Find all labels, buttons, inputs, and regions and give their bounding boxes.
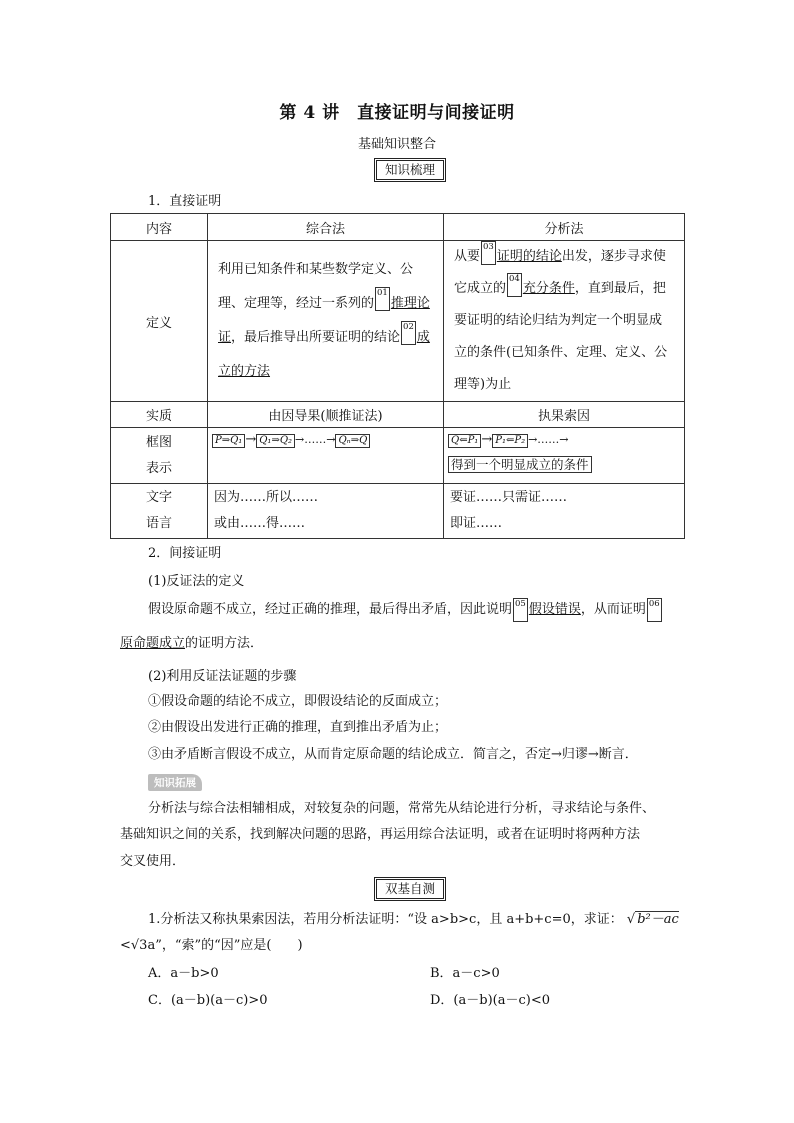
def-text-2: ，从而证明 [580,602,646,617]
answer-fill-06: 原命题成立 [120,636,186,651]
flow-dots: →……→ [528,433,569,446]
answer-fill-03: 证明的结论 [496,249,562,264]
definition-label: 定义 [111,241,208,402]
section-direct-proof: 1．直接证明 [148,194,222,209]
language-synthesis [208,484,444,539]
syn-text-1: 利用已知条件和某些数学定义、公理、定理等，经过一系列的 [218,262,414,311]
header-content: 内容 [111,214,208,241]
definition-analysis [444,241,685,402]
subheading-steps: (2)利用反证法证题的步骤 [148,669,297,684]
header-analysis: 分析法 [444,214,685,241]
section-subtitle: 基础知识整合 [357,137,436,152]
knowledge-summary-box: 知识梳理 [376,160,444,180]
flow-step: Q₁⇒Q₂ [256,434,295,448]
sqrt-sign: √ [626,912,636,927]
syn-lang-2: 或由……得…… [214,516,306,531]
answer-fill-05: 假设错误 [528,602,581,617]
ana-text-3: ，直到最后，把要证明的结论归结为判定一个明显成立的条件(已知条件、定理、定义、公理等)为止 [454,281,668,392]
expand-line-3: 交叉使用． [120,854,186,869]
syn-text-2: ，最后推导出所要证明的结论 [231,330,401,345]
contradiction-def-line2 [120,632,263,651]
header-synthesis: 综合法 [208,214,444,241]
answer-number-02: 02 [401,321,416,345]
flowchart-label-line1: 框图 [145,434,172,450]
self-test-box: 双基自测 [376,879,444,899]
table-header-row [111,214,685,241]
language-label [111,484,208,539]
language-analysis [444,484,685,539]
definition-synthesis [208,241,444,402]
expand-tag-label: 知识拓展 [148,774,202,791]
answer-fill-02: 成立的方法 [218,330,430,379]
flowchart-analysis: Q⇐P₁ → P₁⇐P₂ →……→ 得到一个明显成立的条件 [444,428,685,484]
flow-step: P⇒Q₁ [212,434,245,448]
step-2: ②由假设出发进行正确的推理，直到推出矛盾为止； [148,720,448,735]
flow-step: Q⇐P₁ [448,434,481,448]
answer-number-06: 06 [647,598,662,622]
flow-step: P₁⇐P₂ [492,434,528,448]
ana-text-2: 出发，逐步寻求使它成立的 [454,249,666,296]
essence-synthesis: 由因导果(顺推证法) [208,402,444,428]
option-c[interactable]: C．(a－b)(a－c)>0 [148,993,268,1008]
row-definition [111,241,685,402]
language-label-line2: 语言 [145,516,172,531]
flow-step: Qₙ⇒Q [335,434,370,448]
syn-lang-1: 因为……所以…… [214,490,319,505]
q1-text-1: 1.分析法又称执果索因法，若用分析法证明：“设 a>b>c，且 a+b+c=0，求证： [148,912,623,927]
answer-number-01: 01 [375,287,390,311]
option-d[interactable]: D．(a－b)(a－c)<0 [430,993,550,1008]
row-essence [111,402,685,428]
flowchart-label [111,428,208,484]
question-1-line2: <√3a”，“索”的“因”应是( ) [120,938,303,953]
q1-sqrt-expression: b²－ac [637,912,679,927]
subheading-contradiction-def: (1)反证法的定义 [148,574,245,589]
section-indirect-proof: 2．间接证明 [148,546,222,561]
essence-label: 实质 [111,402,208,428]
answer-number-04: 04 [507,273,522,297]
answer-fill-04: 充分条件 [522,281,575,296]
knowledge-expand-tag [148,771,202,791]
expand-line-2: 基础知识之间的关系，找到解决问题的思路，再运用综合法证明，或者在证明时将两种方法 [120,827,641,842]
flow-dots: →……→ [295,433,336,446]
def-text-3: 的证明方法． [185,636,264,651]
def-text-1: 假设原命题不成立，经过正确的推理，最后得出矛盾，因此说明 [148,602,513,617]
essence-analysis: 执果索因 [444,402,685,428]
flowchart-label-line2: 表示 [145,460,172,476]
page-title: 第 4 讲 直接证明与间接证明 [279,103,515,123]
comparison-table [110,213,685,539]
flow-final-condition: 得到一个明显成立的条件 [448,456,592,473]
step-1: ①假设命题的结论不成立，即假设结论的反面成立； [148,694,448,709]
answer-fill-01: 推理论证 [218,296,430,345]
language-label-line1: 文字 [145,490,172,505]
flowchart-synthesis: P⇒Q₁ → Q₁⇒Q₂ →……→ Qₙ⇒Q [208,428,444,484]
option-b[interactable]: B．a－c>0 [430,966,500,981]
ana-lang-1: 要证……只需证…… [450,490,568,505]
answer-number-05: 05 [513,598,528,622]
option-a[interactable]: A．a－b>0 [148,966,219,981]
ana-lang-2: 即证…… [450,516,503,531]
answer-number-03: 03 [481,241,496,265]
ana-text-1: 从要 [454,249,481,264]
contradiction-def-line1 [148,598,663,622]
row-language [111,484,685,539]
expand-line-1: 分析法与综合法相辅相成，对较复杂的问题，常常先从结论进行分析，寻求结论与条件、 [148,801,656,816]
question-1-line1 [148,908,679,927]
row-flowchart [111,428,685,484]
step-3: ③由矛盾断言假设不成立，从而肯定原命题的结论成立．简言之，否定→归谬→断言． [148,747,638,762]
